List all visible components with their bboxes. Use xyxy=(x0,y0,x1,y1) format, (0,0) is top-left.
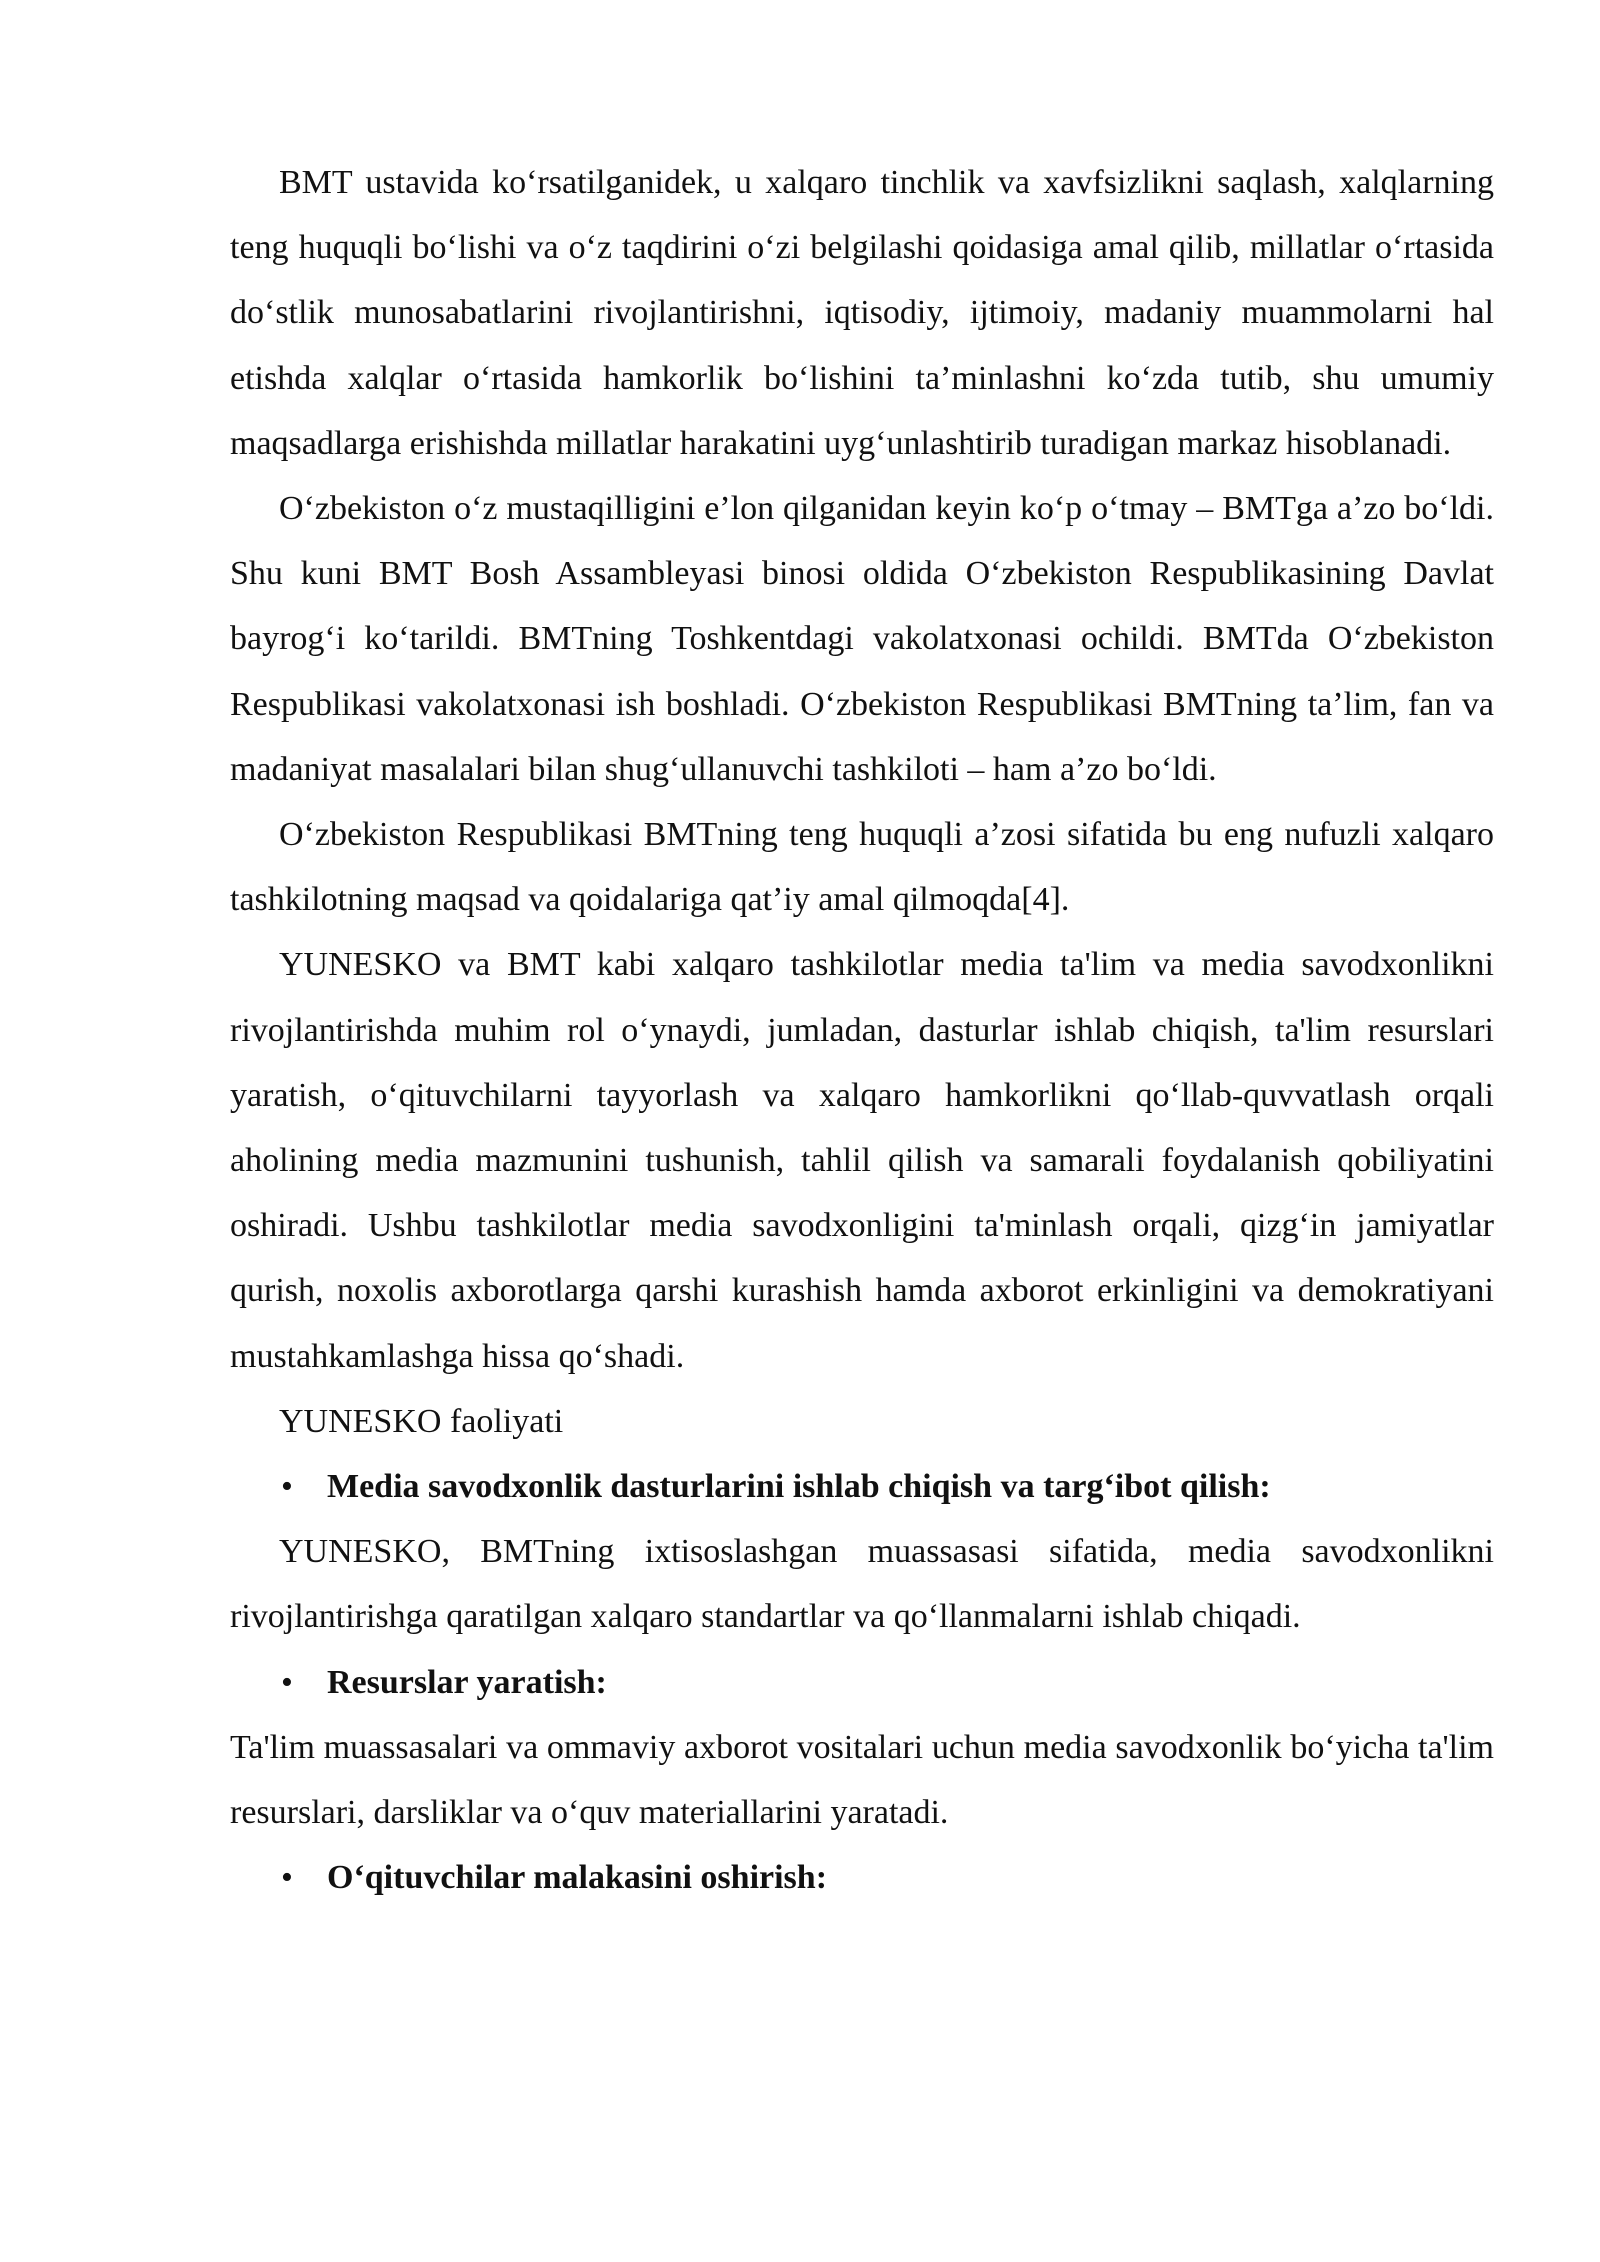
bullet-icon: • xyxy=(281,1859,293,1897)
paragraph-bmt-charter: BMT ustavida ko‘rsatilganidek, u xalqaro tinchlik va xavfsizlikni saqlash, xalqlarning teng huquqli bo‘lishi va o‘z taqdirini o‘zi belgilashi qoidasiga amal qilib, millatlar o‘rtasida do‘stlik munosabatlarini rivojlantirishni, iqtisodiy, ijtimoiy, madaniy muammolarni hal etishda xalqlar o‘rtasida hamkorlik bo‘lishini ta’minlashni ko‘zda tutib, shu umumiy maqsadlarga erishishda millatlar harakatini uyg‘unlashtirib turadigan markaz hisoblanadi. xyxy=(230,164,1494,462)
bullet-label: Media savodxonlik dasturlarini ishlab chiqish va targ‘ibot qilish: xyxy=(327,1468,1271,1506)
bullet-item-resources xyxy=(230,1650,1494,1715)
bullet-item-program-development xyxy=(230,1454,1494,1519)
document-page xyxy=(230,150,1494,1910)
bullet-icon: • xyxy=(281,1468,293,1506)
bullet-label: O‘qituvchilar malakasini oshirish: xyxy=(327,1859,828,1897)
section-heading-unesco-activity: YUNESKO faoliyati xyxy=(279,1402,564,1440)
bullet-label: Resurslar yaratish: xyxy=(327,1663,607,1701)
paragraph-uzbekistan-membership: O‘zbekiston o‘z mustaqilligini e’lon qilganidan keyin ko‘p o‘tmay – BMTga a’zo bo‘ldi. Shu kuni BMT Bosh Assambleyasi binosi oldida O‘zbekiston Respublikasining Davlat bayrog‘i ko‘tarildi. BMTning Toshkentdagi vakolatxonasi ochildi. BMTda O‘zbekiston Respublikasi vakolatxonasi ish boshladi. O‘zbekiston Respublikasi BMTning ta’lim, fan va madaniyat masalalari bilan shug‘ullanuvchi tashkiloti – ham a’zo bo‘ldi. xyxy=(230,490,1494,788)
paragraph-educational-resources: Ta'lim muassasalari va ommaviy axborot vositalari uchun media savodxonlik bo‘yicha ta'lim resurslari, darsliklar va o‘quv materiallarini yaratadi. xyxy=(230,1728,1494,1832)
paragraph-uzbekistan-member-status: O‘zbekiston Respublikasi BMTning teng huquqli a’zosi sifatida bu eng nufuzli xalqaro tashkilotning maqsad va qoidalariga qat’iy amal qilmoqda[4]. xyxy=(230,816,1494,919)
paragraph-international-organizations: YUNESKO va BMT kabi xalqaro tashkilotlar media ta'lim va media savodxonlikni rivojlantirishda muhim rol o‘ynaydi, jumladan, dasturlar ishlab chiqish, ta'lim resurslari yaratish, o‘qituvchilarni tayyorlash va xalqaro hamkorlikni qo‘llab-quvvatlash orqali aholining media mazmunini tushunish, tahlil qilish va samarali foydalanish qobiliyatini oshiradi. Ushbu tashkilotlar media savodxonligini ta'minlash orqali, qizg‘in jamiyatlar qurish, noxolis axborotlarga qarshi kurashish hamda axborot erkinligini va demokratiyani mustahkamlashga hissa qo‘shadi. xyxy=(230,946,1494,1375)
paragraph-unesco-standards: YUNESKO, BMTning ixtisoslashgan muassasasi sifatida, media savodxonlikni rivojlantirishga qaratilgan xalqaro standartlar va qo‘llanmalarni ishlab chiqadi. xyxy=(230,1533,1494,1636)
bullet-item-teacher-training xyxy=(230,1845,1494,1910)
bullet-icon: • xyxy=(281,1663,293,1701)
